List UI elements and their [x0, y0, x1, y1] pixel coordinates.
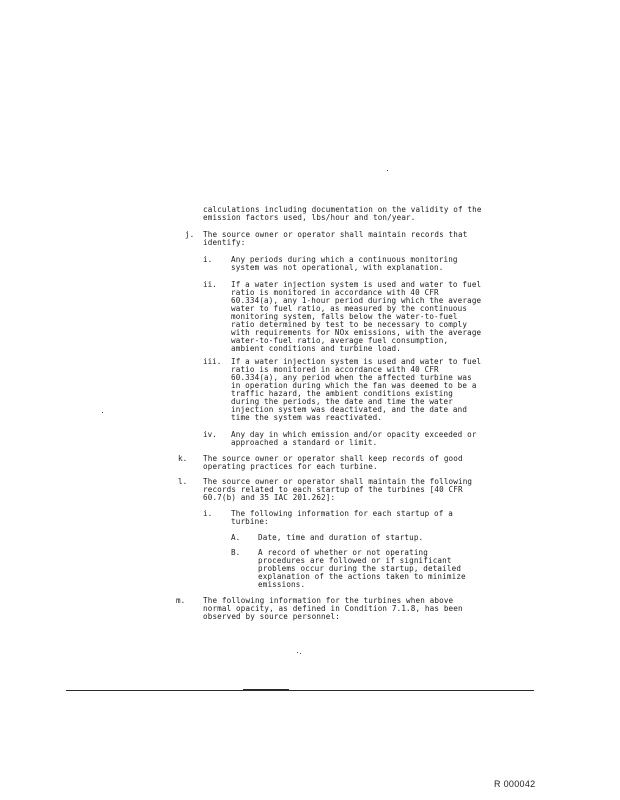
section-l-line: The source owner or operator shall maintain the following [203, 477, 473, 486]
item-l-i-b-line: explanation of the actions taken to minimize [258, 572, 466, 581]
item-j-iv-line: Any day in which emission and/or opacity exceeded or [231, 430, 477, 439]
item-j-ii-line: ratio determined by test to be necessary to comply [231, 320, 468, 329]
item-j-iii-line: 60.334(a), any period when the affected turbine was [231, 373, 472, 382]
item-l-i-line: The following information for each startup of a [231, 509, 453, 518]
item-j-iv-line: approached a standard or limit. [231, 438, 378, 447]
section-j-line: The source owner or operator shall maintain records that [203, 230, 468, 239]
item-j-iii-line: If a water injection system is used and water to fuel [231, 357, 482, 366]
item-j-iii-line: traffic hazard, the ambient conditions existing [231, 389, 453, 398]
intro-line: emission factors used, lbs/hour and ton/year. [203, 213, 416, 222]
item-l-i-line: turbine: [231, 517, 269, 526]
item-j-ii-line: ambient conditions and turbine load. [231, 344, 401, 353]
item-j-iii-label: iii. [203, 357, 222, 366]
item-j-ii-line: monitoring system, falls below the water-to-fuel [231, 312, 458, 321]
item-j-iii-line: ratio is monitored in accordance with 40 CFR [231, 365, 439, 374]
item-j-iii-line: injection system was deactivated, and the date and [231, 405, 468, 414]
item-l-i-b-label: B. [231, 548, 241, 557]
section-l-line: records related to each startup of the turbines [40 CFR [203, 485, 463, 494]
footer-rule [66, 690, 534, 691]
section-l-label: l. [178, 477, 188, 486]
section-l-line: 60.7(b) and 35 IAC 201.262]: [203, 493, 336, 502]
item-j-ii-line: If a water injection system is used and water to fuel [231, 280, 482, 289]
section-k-line: operating practices for each turbine. [203, 462, 378, 471]
item-j-ii-line: water to fuel ratio, as measured by the continuous [231, 304, 468, 313]
item-j-i-line: Any periods during which a continuous monitoring [231, 255, 458, 264]
section-k-line: The source owner or operator shall keep records of good [203, 454, 463, 463]
section-m-line: observed by source personnel: [203, 612, 340, 621]
scan-speck [387, 170, 388, 171]
item-l-i-a-line: Date, time and duration of startup. [258, 533, 424, 542]
item-l-i-b-line: procedures are followed or if significant [258, 556, 452, 565]
section-m-label: m. [176, 596, 186, 605]
item-j-iv-label: iv. [203, 430, 217, 439]
item-j-ii-label: ii. [203, 280, 217, 289]
section-j-label: j. [185, 230, 195, 239]
scan-speck [300, 653, 301, 654]
scan-speck [102, 412, 103, 413]
item-j-iii-line: time the system was reactivated. [231, 413, 383, 422]
scan-speck [297, 652, 298, 653]
intro-line: calculations including documentation on the validity of the [203, 205, 482, 214]
item-j-ii-line: 60.334(a), any 1-hour period during which the average [231, 296, 482, 305]
item-l-i-a-label: A. [231, 533, 241, 542]
section-k-label: k. [178, 454, 188, 463]
item-l-i-b-line: emissions. [258, 580, 306, 589]
item-j-ii-line: ratio is monitored in accordance with 40 CFR [231, 288, 439, 297]
item-j-iii-line: in operation during which the fan was deemed to be a [231, 381, 477, 390]
item-j-i-label: i. [203, 255, 213, 264]
item-j-ii-line: with requirements for NOx emissions, with the average [231, 328, 482, 337]
bates-number: R 000042 [494, 779, 536, 789]
item-j-i-line: system was not operational, with explanation. [231, 263, 444, 272]
item-l-i-label: i. [203, 509, 213, 518]
section-m-line: The following information for the turbines when above [203, 596, 454, 605]
section-j-line: identify: [203, 238, 246, 247]
item-l-i-b-line: A record of whether or not operating [258, 548, 428, 557]
item-j-ii-line: water-to-fuel ratio, average fuel consumption, [231, 336, 449, 345]
item-j-iii-line: during the periods, the date and time the water [231, 397, 453, 406]
item-l-i-b-line: problems occur during the startup, detailed [258, 564, 462, 573]
footer-rule-mark [243, 689, 289, 691]
section-m-line: normal opacity, as defined in Condition 7.1.8, has been [203, 604, 463, 613]
